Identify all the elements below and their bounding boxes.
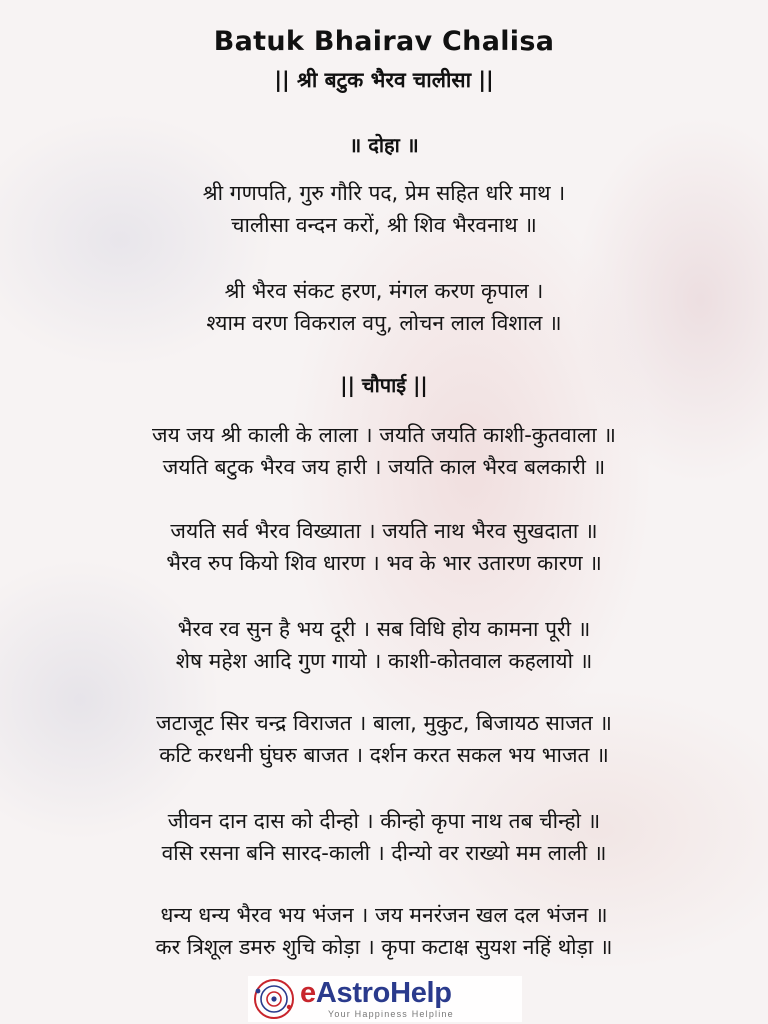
chaupai-line: जयति बटुक भैरव जय हारी । जयति काल भैरव बलकारी ॥ [162, 455, 606, 479]
chaupai-line: कटि करधनी घुंघरु बाजत । दर्शन करत सकल भय भाजत ॥ [159, 743, 609, 767]
page-title: Batuk Bhairav Chalisa [213, 26, 555, 57]
chaupai-line: शेष महेश आदि गुण गायो । काशी-कोतवाल कहलायो ॥ [175, 649, 593, 673]
doha-line: श्री गणपति, गुरु गौरि पद, प्रेम सहित धरि माथ । [202, 181, 566, 205]
brand-name [300, 979, 454, 1008]
brand-rest: AstroHelp [315, 977, 452, 1009]
brand-e: e [300, 977, 316, 1009]
chaupai-line: भैरव रव सुन है भय दूरी । सब विधि होय कामना पूरी ॥ [177, 617, 591, 641]
astro-orbit-icon [252, 977, 296, 1021]
chaupai-line: जटाजूट सिर चन्द्र विराजत । बाला, मुकुट, बिजायठ साजत ॥ [155, 711, 613, 735]
doha-line: चालीसा वन्दन करों, श्री शिव भैरवनाथ ॥ [231, 213, 537, 237]
eastrohelp-logo[interactable] [248, 976, 522, 1022]
chaupai-heading: || चौपाई || [340, 373, 428, 397]
chaupai-line: जयति सर्व भैरव विख्याता । जयति नाथ भैरव सुखदाता ॥ [170, 519, 598, 543]
chaupai-line: जय जय श्री काली के लाला । जयति जयति काशी-कुतवाला ॥ [152, 423, 616, 447]
brand-tagline: Your Happiness Helpline [328, 1009, 454, 1019]
chaupai-line: कर त्रिशूल डमरु शुचि कोड़ा । कृपा कटाक्ष सुयश नहिं थोड़ा ॥ [155, 935, 613, 959]
doha-line: श्री भैरव संकट हरण, मंगल करण कृपाल । [224, 279, 544, 303]
chaupai-line: धन्य धन्य भैरव भय भंजन । जय मनरंजन खल दल भंजन ॥ [160, 903, 608, 927]
doha-line: श्याम वरण विकराल वपु, लोचन लाल विशाल ॥ [206, 311, 562, 335]
doha-heading: ॥ दोहा ॥ [349, 133, 419, 157]
chaupai-line: वसि रसना बनि सारद-काली । दीन्यो वर राख्यो मम लाली ॥ [161, 841, 607, 865]
chaupai-line: भैरव रुप कियो शिव धारण । भव के भार उतारण कारण ॥ [166, 551, 602, 575]
page-subtitle: || श्री बटुक भैरव चालीसा || [274, 68, 494, 92]
chaupai-line: जीवन दान दास को दीन्हो । कीन्हो कृपा नाथ तब चीन्हो ॥ [167, 809, 601, 833]
logo-text [300, 979, 454, 1019]
